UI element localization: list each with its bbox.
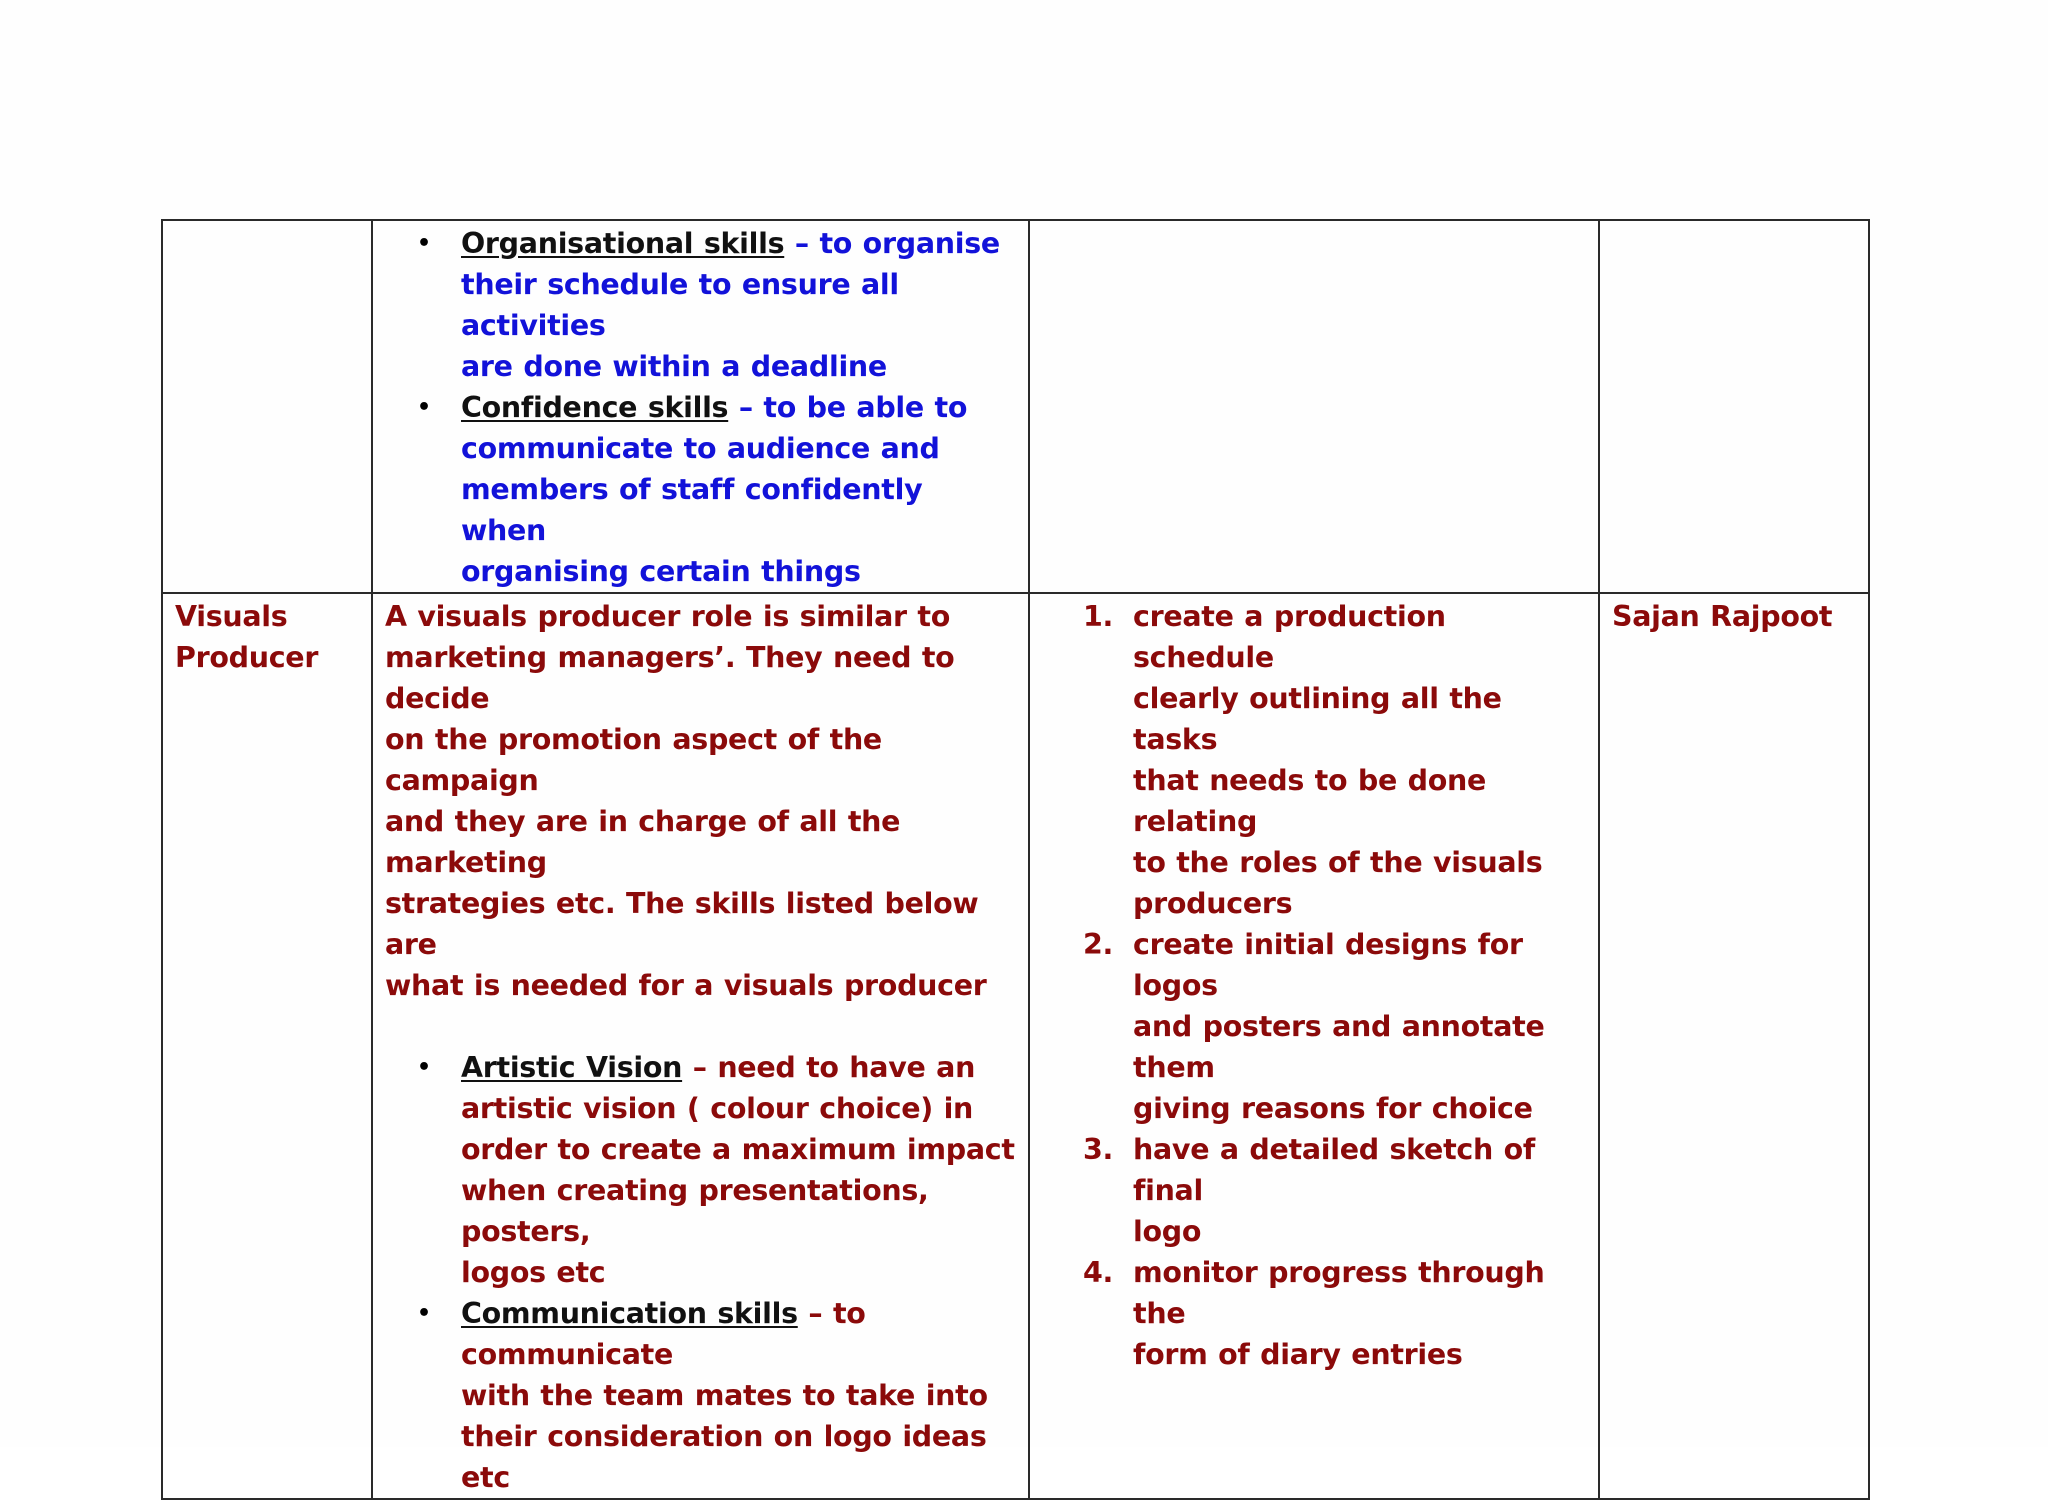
skill-desc-line: when creating presentations, posters, xyxy=(461,1174,929,1248)
task-line: giving reasons for choice xyxy=(1133,1092,1533,1125)
description-cell xyxy=(372,593,1029,1499)
description-cell xyxy=(372,220,1029,593)
task-item xyxy=(1083,596,1586,924)
task-number: 1. xyxy=(1083,600,1114,633)
intro-line: strategies etc. The skills listed below are xyxy=(385,887,979,961)
person-cell xyxy=(1599,220,1869,593)
skill-item xyxy=(417,1047,1016,1293)
skill-term: Communication skills xyxy=(461,1297,798,1330)
intro-line: on the promotion aspect of the campaign xyxy=(385,723,882,797)
skill-dash: – xyxy=(728,391,764,424)
task-item xyxy=(1083,924,1586,1129)
intro-line: A visuals producer role is similar to xyxy=(385,600,950,633)
role-name-line: Visuals xyxy=(175,600,288,633)
intro-line: what is needed for a visuals producer xyxy=(385,969,987,1002)
table-row xyxy=(162,593,1869,1499)
skill-desc-line: members of staff confidently when xyxy=(461,473,923,547)
tasks-cell xyxy=(1029,593,1599,1499)
task-line: and posters and annotate them xyxy=(1133,1010,1545,1084)
skill-desc-line: communicate to audience and xyxy=(461,432,940,465)
task-line: create a production schedule xyxy=(1133,600,1446,674)
person-name: Sajan Rajpoot xyxy=(1612,600,1833,633)
skill-desc-line: with the team mates to take into xyxy=(461,1379,988,1412)
task-line: monitor progress through the xyxy=(1133,1256,1545,1330)
skill-item xyxy=(417,1293,1016,1498)
skill-dash: – xyxy=(797,1297,833,1330)
skill-term: Confidence skills xyxy=(461,391,729,424)
skill-desc-line: order to create a maximum impact xyxy=(461,1133,1015,1166)
intro-line: and they are in charge of all the marketing xyxy=(385,805,901,879)
task-line: logo xyxy=(1133,1215,1202,1248)
skill-desc-line: logos etc xyxy=(461,1256,606,1289)
task-line: form of diary entries xyxy=(1133,1338,1463,1371)
skill-desc-line: to organise xyxy=(819,227,1000,260)
bullet-icon: • xyxy=(417,1301,431,1326)
task-line: that needs to be done relating xyxy=(1133,764,1487,838)
skills-list xyxy=(385,1047,1016,1498)
task-line: clearly outlining all the tasks xyxy=(1133,682,1502,756)
skill-dash: – xyxy=(784,227,820,260)
skill-desc-line: are done within a deadline xyxy=(461,350,887,383)
task-line: have a detailed sketch of final xyxy=(1133,1133,1535,1207)
skill-desc-line: to be able to xyxy=(763,391,968,424)
task-item xyxy=(1083,1129,1586,1252)
role-cell xyxy=(162,220,372,593)
roles-table xyxy=(161,219,1870,1500)
task-number: 4. xyxy=(1083,1256,1114,1289)
skill-desc-line: their schedule to ensure all activities xyxy=(461,268,899,342)
skill-item xyxy=(417,387,1016,592)
role-name-line: Producer xyxy=(175,641,319,674)
person-cell xyxy=(1599,593,1869,1499)
role-intro xyxy=(385,596,1016,1006)
task-line: to the roles of the visuals xyxy=(1133,846,1543,879)
skills-list xyxy=(385,223,1016,592)
skill-item xyxy=(417,223,1016,387)
skill-desc-line: their consideration on logo ideas etc xyxy=(461,1420,987,1494)
skill-desc-line: need to have an xyxy=(717,1051,976,1084)
skill-dash: – xyxy=(682,1051,718,1084)
task-item xyxy=(1083,1252,1586,1375)
task-number: 3. xyxy=(1083,1133,1114,1166)
bullet-icon: • xyxy=(417,1055,431,1080)
task-line: create initial designs for logos xyxy=(1133,928,1523,1002)
task-number: 2. xyxy=(1083,928,1114,961)
bullet-icon: • xyxy=(417,395,431,420)
task-line: producers xyxy=(1133,887,1293,920)
table-row xyxy=(162,220,1869,593)
paragraph-spacer xyxy=(385,1006,1016,1047)
skill-desc-line: organising certain things xyxy=(461,555,861,588)
role-cell xyxy=(162,593,372,1499)
intro-line: marketing managers’. They need to decide xyxy=(385,641,955,715)
skill-desc-line: artistic vision ( colour choice) in xyxy=(461,1092,974,1125)
skill-term: Artistic Vision xyxy=(461,1051,683,1084)
tasks-list xyxy=(1042,596,1586,1375)
tasks-cell xyxy=(1029,220,1599,593)
skill-term: Organisational skills xyxy=(461,227,785,260)
skill-desc-line: to communicate xyxy=(461,1297,866,1371)
bullet-icon: • xyxy=(417,231,431,256)
